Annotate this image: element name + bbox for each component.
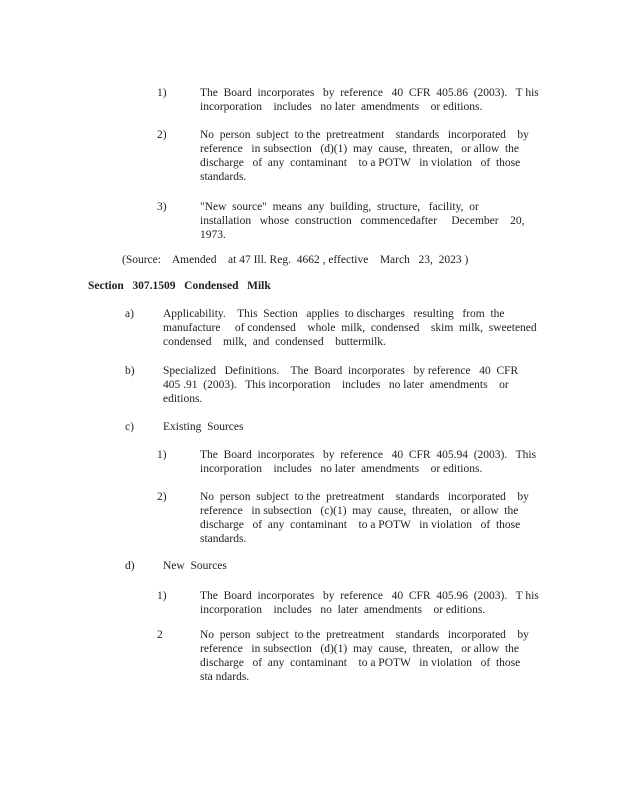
- text-line: editions.: [163, 393, 203, 405]
- text-line: (Source: Amended at 47 Ill. Reg. 4662 , effective March 23, 2023 ): [122, 254, 469, 266]
- text-line: discharge of any contaminant to a POTW in violation of those: [200, 657, 521, 669]
- list-marker: d): [125, 560, 135, 572]
- text-line: discharge of any contaminant to a POTW in violation of those: [200, 519, 521, 531]
- text-line: "New source" means any building, structure, facility, or: [200, 201, 479, 213]
- text-line: standards.: [200, 171, 247, 183]
- text-line: No person subject to the pretreatment standards incorporated by: [200, 491, 529, 503]
- list-marker: c): [125, 421, 134, 433]
- text-line: installation whose construction commencedafter December 20,: [200, 215, 525, 227]
- text-line: discharge of any contaminant to a POTW in violation of those: [200, 157, 521, 169]
- text-line: condensed milk, and condensed buttermilk.: [163, 336, 386, 348]
- text-line: reference in subsection (d)(1) may cause, threaten, or allow the: [200, 143, 519, 155]
- text-line: incorporation includes no later amendments or editions.: [200, 101, 483, 113]
- text-line: The Board incorporates by reference 40 CFR 405.96 (2003). T his: [200, 590, 539, 602]
- list-marker: 1): [157, 449, 167, 461]
- list-marker: 2): [157, 491, 167, 503]
- list-marker: 1): [157, 87, 167, 99]
- text-line: Applicability. This Section applies to discharges resulting from the: [163, 308, 505, 320]
- list-marker: b): [125, 365, 135, 377]
- list-marker: 2): [157, 129, 167, 141]
- text-line: New Sources: [163, 560, 227, 572]
- text-line: incorporation includes no later amendments or editions.: [200, 463, 483, 475]
- text-line: reference in subsection (c)(1) may cause, threaten, or allow the: [200, 505, 519, 517]
- text-line: Specialized Definitions. The Board incorporates by reference 40 CFR: [163, 365, 519, 377]
- text-line: No person subject to the pretreatment standards incorporated by: [200, 629, 529, 641]
- text-line: incorporation includes no later amendments or editions.: [200, 604, 486, 616]
- list-marker: 1): [157, 590, 167, 602]
- list-marker: 3): [157, 201, 167, 213]
- text-line: sta ndards.: [200, 671, 250, 683]
- text-line: The Board incorporates by reference 40 CFR 405.94 (2003). This: [200, 449, 537, 461]
- text-line: 1973.: [200, 229, 226, 241]
- text-line: 405 .91 (2003). This incorporation includes no later amendments or: [163, 379, 509, 391]
- section-heading-text: Section 307.1509 Condensed Milk: [88, 280, 271, 292]
- text-line: No person subject to the pretreatment standards incorporated by: [200, 129, 529, 141]
- text-line: Existing Sources: [163, 421, 244, 433]
- text-line: manufacture of condensed whole milk, condensed skim milk, sweetened: [163, 322, 537, 334]
- text-line: The Board incorporates by reference 40 CFR 405.86 (2003). T his: [200, 87, 539, 99]
- text-line: standards.: [200, 533, 247, 545]
- text-line: reference in subsection (d)(1) may cause, threaten, or allow the: [200, 643, 519, 655]
- list-marker: a): [125, 308, 134, 320]
- list-marker: 2: [157, 629, 163, 641]
